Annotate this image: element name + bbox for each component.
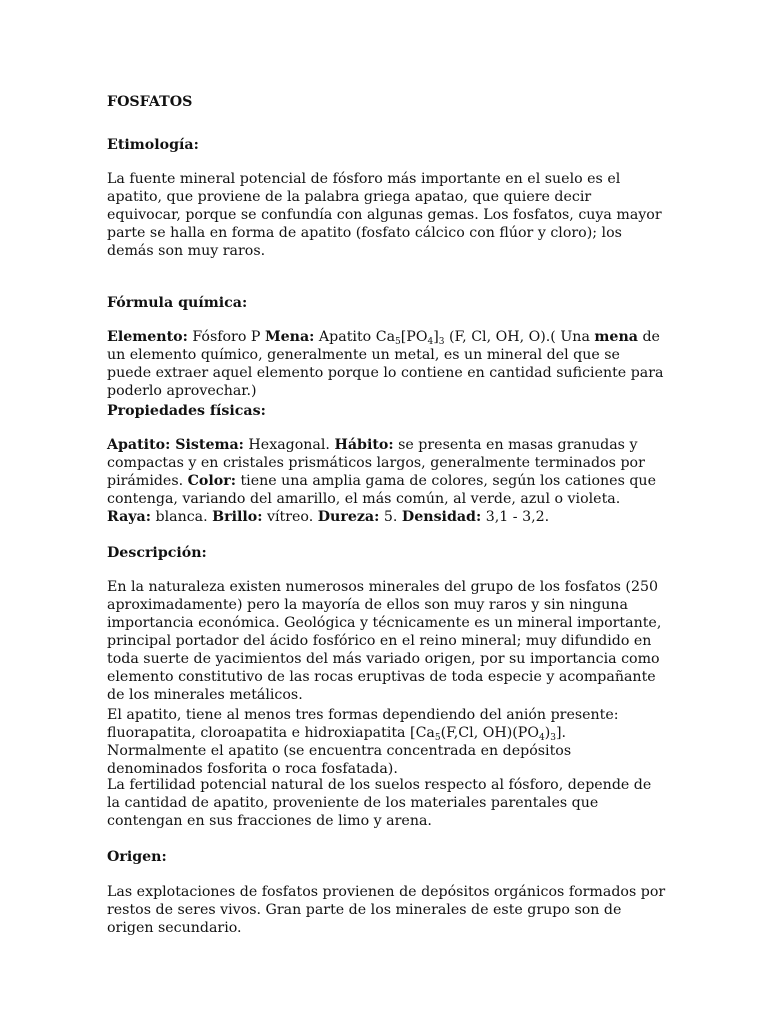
densidad-value: 3,1 - 3,2. <box>481 509 550 525</box>
descripcion-2-text: El apatito, tiene al menos tres formas dependiendo del anión presente: fluorapatita, cloroapatita e hidroxiapatita [Ca <box>107 707 619 741</box>
section-heading-origen: Origen: <box>107 849 167 865</box>
apatito-label: Apatito: <box>107 437 171 453</box>
mena-formula-suffix: (F, Cl, OH, O).( Una <box>444 329 595 345</box>
raya-value: blanca. <box>150 509 213 525</box>
subscript: 4 <box>427 337 434 347</box>
mena-formula-part: [PO <box>400 329 428 345</box>
paragraph-propiedades <box>107 436 667 526</box>
paragraph-descripcion-3: La fertilidad potencial natural de los suelos respecto al fósforo, depende de la cantidad de apatito, proveniente de los materiales parentales que contengan en sus fracciones de limo y arena. <box>107 777 652 829</box>
paragraph-formula <box>107 328 667 400</box>
section-heading-descripcion: Descripción: <box>107 545 207 561</box>
descripcion-2-text: ) <box>544 725 551 741</box>
section-heading-propiedades: Propiedades físicas: <box>107 403 266 419</box>
brillo-label: Brillo: <box>212 509 263 525</box>
brillo-value: vítreo. <box>262 509 318 525</box>
mena-formula-part: ] <box>433 329 439 345</box>
paragraph-etimologia: La fuente mineral potencial de fósforo más importante en el suelo es el apatito, que proviene de la palabra griega apatao, que quiere decir equivocar, porque se confundía con algunas gemas. Los fosfatos, cuya mayor parte se halla en forma de apatito (fosfato cálcico con flúor y cloro); los demás son muy raros. <box>107 171 662 259</box>
descripcion-2-text: ]. Normalmente el apatito (se encuentra concentrada en depósitos denominados fosforita o roca fosfatada). <box>107 725 572 777</box>
paragraph-descripcion-1: En la naturaleza existen numerosos minerales del grupo de los fosfatos (250 aproximadamente) pero la mayoría de ellos son muy raros y sin ninguna importancia económica. Geológica y técnicamente es un mineral importante, principal portador del ácido fosfórico en el reino mineral; muy difundido en toda suerte de yacimientos del más variado origen, por su importancia como elemento constitutivo de las rocas eruptivas de toda especie y acompañante de los minerales metálicos. <box>107 579 662 703</box>
mena-note: de un elemento químico, generalmente un metal, es un mineral del que se puede extraer aquel elemento porque lo contiene en cantidad suficiente para poderlo aprovechar.) <box>107 329 664 399</box>
raya-label: Raya: <box>107 509 151 525</box>
habito-value: se presenta en masas granudas y compactas y en cristales prismáticos largos, generalmente terminados por pirámides. <box>107 437 645 489</box>
descripcion-2-text: (F,Cl, OH)(PO <box>440 725 539 741</box>
elemento-value: Fósforo P <box>187 329 265 345</box>
habito-label: Hábito: <box>334 437 394 453</box>
subscript: 5 <box>395 337 401 347</box>
sistema-value: Hexagonal. <box>243 437 335 453</box>
sistema-label: Sistema: <box>170 437 244 453</box>
section-heading-formula: Fórmula química: <box>107 295 248 311</box>
paragraph-descripcion-2 <box>107 706 667 778</box>
mena-label: Mena: <box>264 329 315 345</box>
dureza-value: 5. <box>379 509 402 525</box>
mena-formula-prefix: Apatito Ca <box>314 329 396 345</box>
subscript: 4 <box>538 733 545 743</box>
paragraph-origen: Las explotaciones de fosfatos provienen de depósitos orgánicos formados por restos de seres vivos. Gran parte de los minerales de este grupo son de origen secundario. <box>107 884 666 936</box>
dureza-label: Dureza: <box>317 509 380 525</box>
color-label: Color: <box>187 473 236 489</box>
color-value: tiene una amplia gama de colores, según los cationes que contenga, variando del amarillo, el más común, al verde, azul o violeta. <box>107 473 656 507</box>
subscript: 5 <box>434 733 441 743</box>
section-heading-etimologia: Etimología: <box>107 137 199 153</box>
elemento-label: Elemento: <box>107 329 188 345</box>
densidad-label: Densidad: <box>401 509 482 525</box>
document-title: FOSFATOS <box>107 94 193 110</box>
subscript: 3 <box>550 733 556 743</box>
subscript: 3 <box>438 337 445 347</box>
mena-word: mena <box>594 329 638 345</box>
